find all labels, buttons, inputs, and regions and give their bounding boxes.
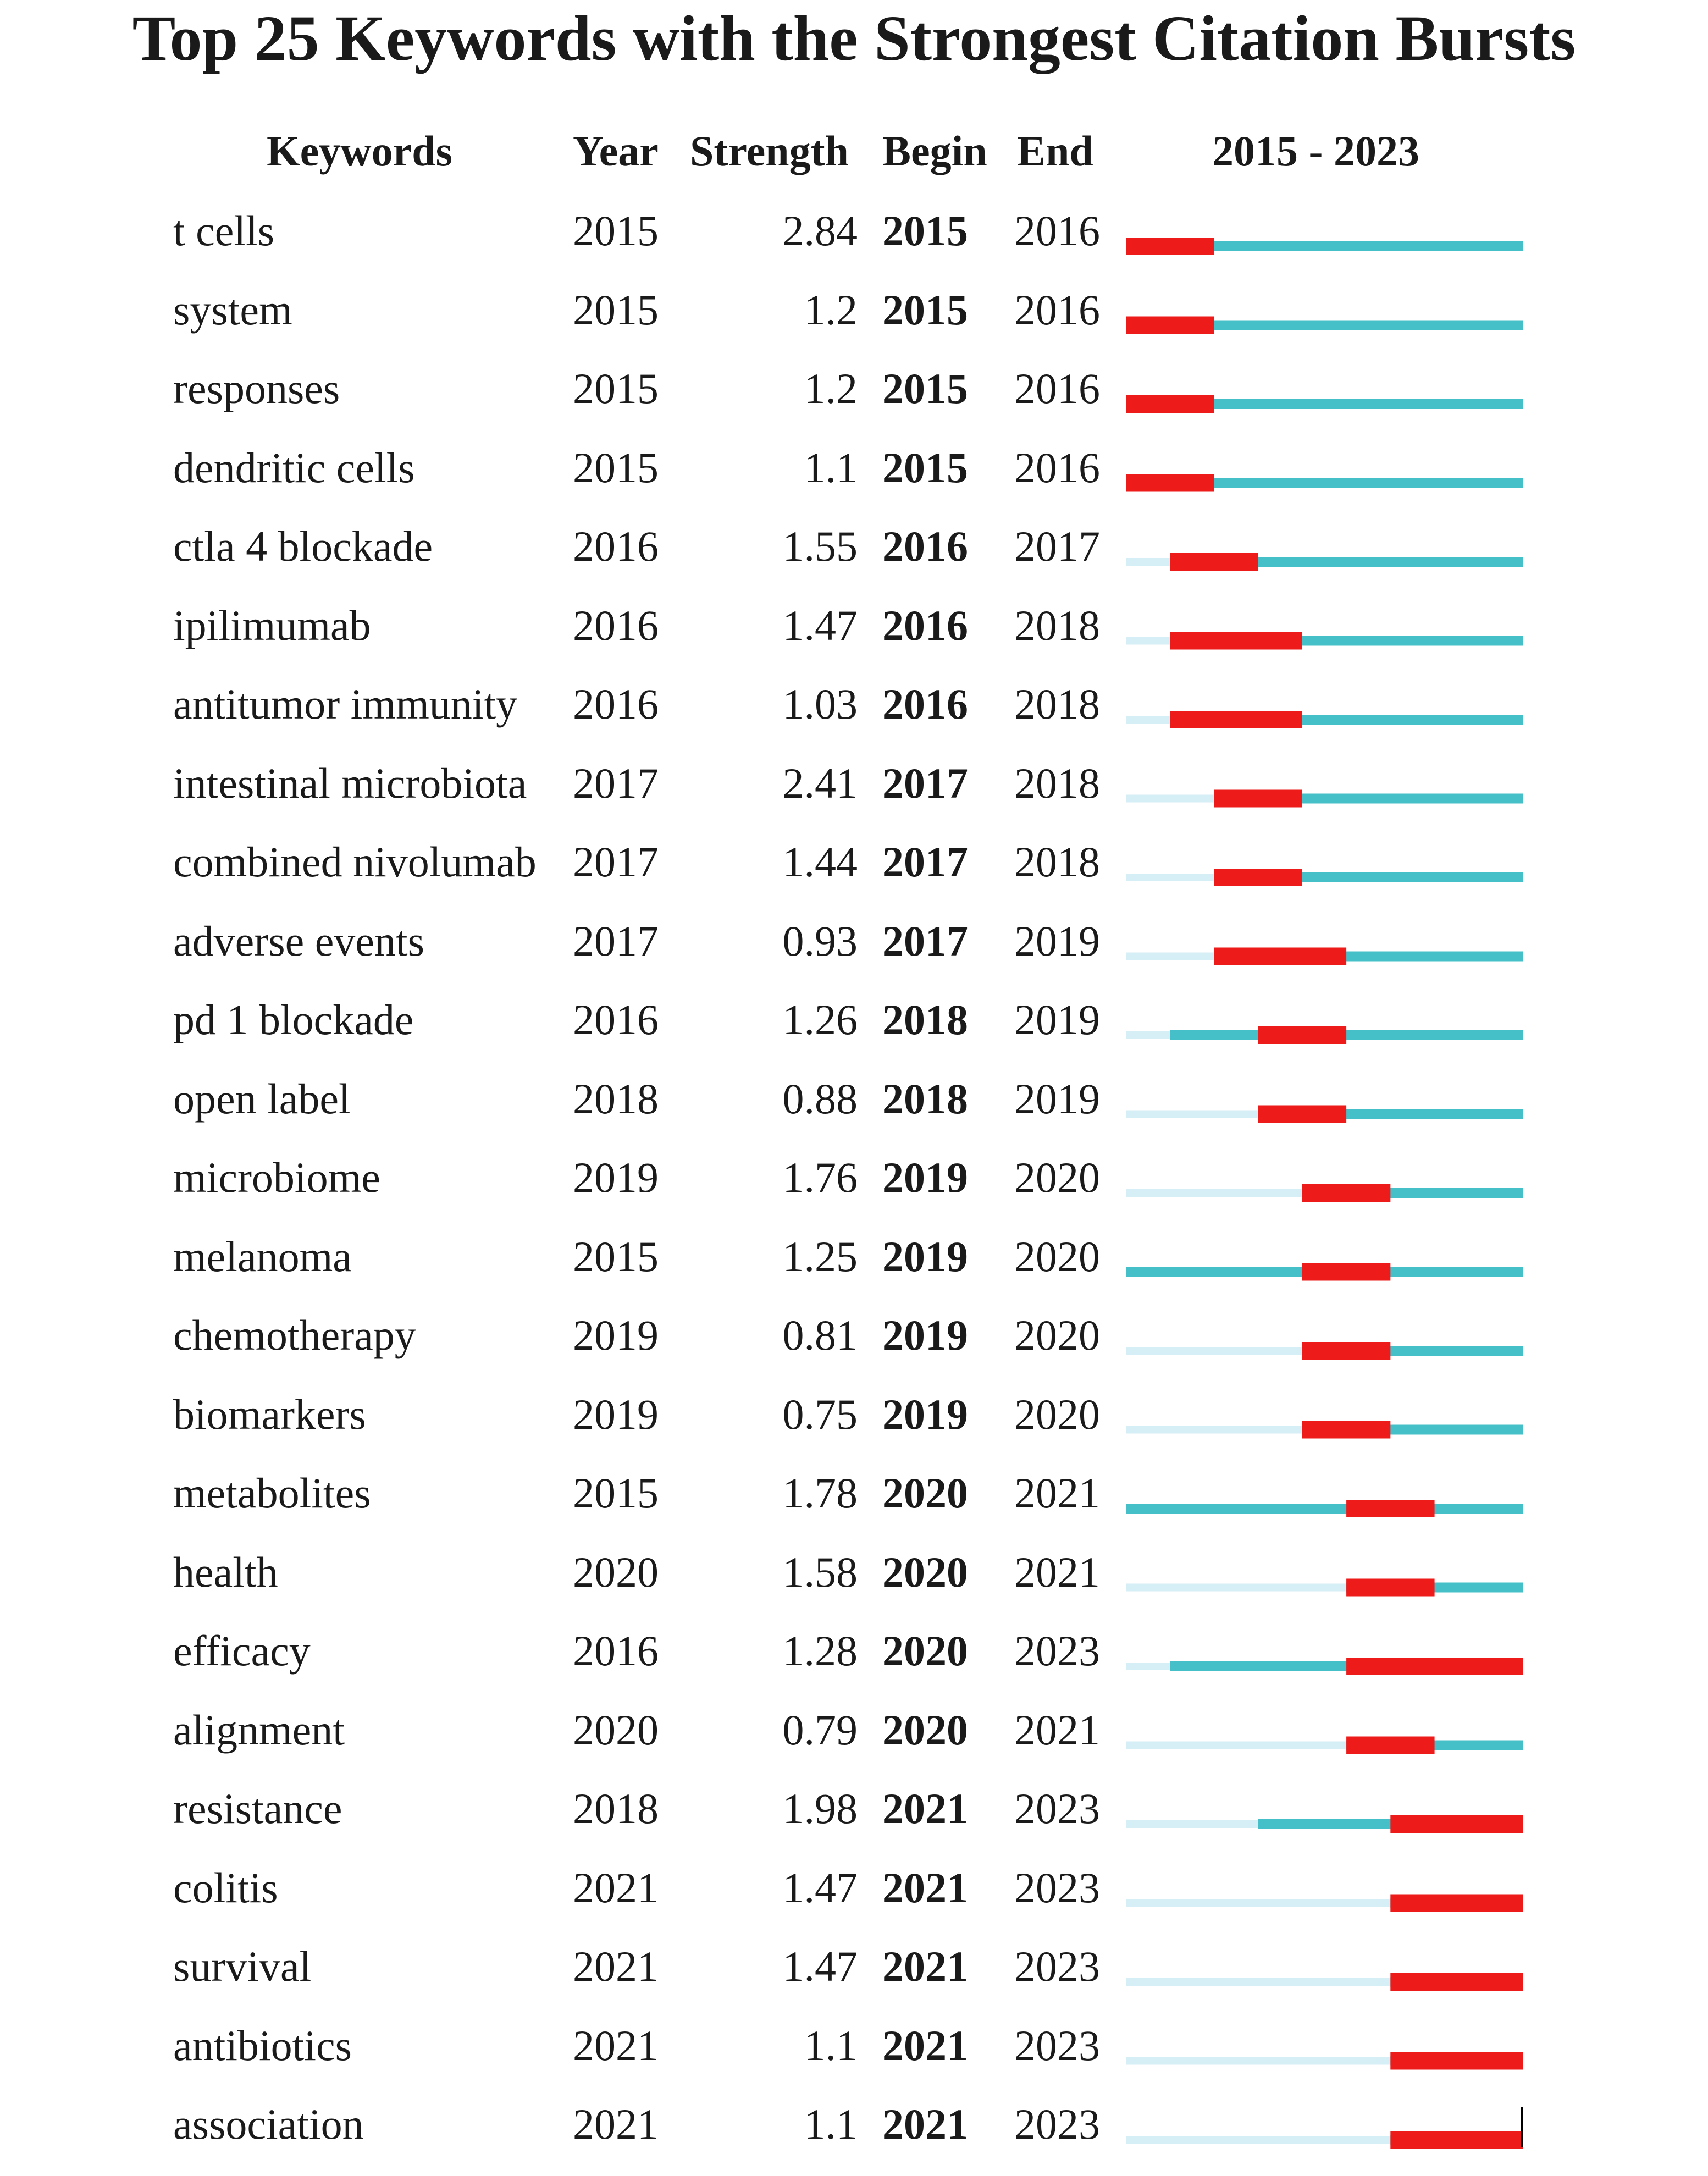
keyword-cell: t cells	[173, 207, 275, 255]
burst-bar	[1390, 1895, 1523, 1912]
begin-cell: 2021	[882, 2100, 968, 2148]
strength-cell: 1.1	[804, 443, 858, 491]
burst-bar	[1214, 790, 1302, 808]
strength-cell: 0.81	[782, 1311, 858, 1359]
strength-cell: 1.1	[804, 2021, 858, 2069]
year-cell: 2017	[573, 759, 659, 807]
burst-bar	[1258, 1106, 1346, 1123]
burst-bar	[1170, 711, 1302, 728]
end-cell: 2021	[1014, 1548, 1100, 1596]
begin-cell: 2020	[882, 1469, 968, 1517]
strength-cell: 1.47	[782, 601, 858, 649]
begin-cell: 2021	[882, 1942, 968, 1990]
year-cell: 2018	[573, 1785, 659, 1832]
end-cell: 2016	[1014, 207, 1100, 255]
keyword-cell: efficacy	[173, 1627, 311, 1675]
keyword-cell: survival	[173, 1942, 312, 1990]
begin-cell: 2015	[882, 285, 968, 334]
timeline-pre-segment	[1126, 1584, 1346, 1592]
timeline-pre-segment	[1126, 716, 1170, 724]
strength-cell: 1.2	[804, 364, 858, 412]
strength-cell: 0.75	[782, 1390, 858, 1438]
strength-cell: 1.25	[782, 1232, 858, 1280]
begin-cell: 2016	[882, 680, 968, 728]
burst-bar	[1302, 1421, 1390, 1439]
end-cell: 2023	[1014, 1785, 1100, 1832]
burst-bar	[1258, 1026, 1346, 1044]
keyword-cell: melanoma	[173, 1232, 352, 1280]
end-cell: 2019	[1014, 1074, 1100, 1123]
end-cell: 2020	[1014, 1390, 1100, 1438]
header-keywords: Keywords	[267, 127, 452, 175]
keyword-cell: dendritic cells	[173, 443, 415, 491]
begin-cell: 2020	[882, 1548, 968, 1596]
burst-bar	[1346, 1579, 1434, 1597]
keyword-cell: adverse events	[173, 916, 424, 965]
end-cell: 2016	[1014, 285, 1100, 334]
end-cell: 2016	[1014, 364, 1100, 412]
keyword-cell: association	[173, 2100, 364, 2148]
year-cell: 2015	[573, 364, 659, 412]
end-cell: 2016	[1014, 443, 1100, 491]
keyword-cell: metabolites	[173, 1469, 371, 1517]
header-timeline: 2015 - 2023	[1212, 127, 1419, 175]
burst-bar	[1302, 1263, 1390, 1281]
burst-bar	[1170, 632, 1302, 650]
keyword-cell: colitis	[173, 1863, 278, 1912]
year-cell: 2018	[573, 1074, 659, 1123]
year-cell: 2019	[573, 1311, 659, 1359]
strength-cell: 0.79	[782, 1705, 858, 1754]
begin-cell: 2021	[882, 1863, 968, 1912]
end-cell: 2023	[1014, 1627, 1100, 1675]
strength-cell: 1.2	[804, 285, 858, 334]
year-cell: 2015	[573, 1232, 659, 1280]
timeline-pre-segment	[1126, 1347, 1302, 1355]
timeline-pre-segment	[1126, 2057, 1390, 2065]
strength-cell: 0.93	[782, 916, 858, 965]
year-cell: 2015	[573, 1469, 659, 1517]
year-cell: 2016	[573, 601, 659, 649]
begin-cell: 2017	[882, 838, 968, 886]
keyword-cell: antibiotics	[173, 2021, 352, 2069]
year-cell: 2021	[573, 1942, 659, 1990]
year-cell: 2015	[573, 285, 659, 334]
strength-cell: 1.55	[782, 522, 858, 570]
timeline-pre-segment	[1126, 1426, 1302, 1434]
begin-cell: 2015	[882, 207, 968, 255]
keyword-cell: microbiome	[173, 1153, 380, 1201]
year-cell: 2015	[573, 443, 659, 491]
keyword-cell: alignment	[173, 1705, 345, 1754]
end-cell: 2021	[1014, 1705, 1100, 1754]
timeline-pre-segment	[1126, 1663, 1170, 1670]
timeline-pre-segment	[1126, 1899, 1390, 1907]
burst-bar	[1390, 2052, 1523, 2070]
end-cell: 2019	[1014, 996, 1100, 1043]
year-cell: 2017	[573, 838, 659, 886]
year-cell: 2015	[573, 207, 659, 255]
begin-cell: 2019	[882, 1390, 968, 1438]
timeline-pre-segment	[1126, 1111, 1258, 1118]
begin-cell: 2018	[882, 1074, 968, 1123]
keyword-cell: combined nivolumab	[173, 838, 537, 886]
end-cell: 2023	[1014, 2021, 1100, 2069]
end-cell: 2018	[1014, 601, 1100, 649]
timeline-pre-segment	[1126, 1031, 1170, 1039]
keyword-cell: responses	[173, 364, 340, 412]
begin-cell: 2020	[882, 1627, 968, 1675]
year-cell: 2016	[573, 522, 659, 570]
year-cell: 2019	[573, 1153, 659, 1201]
burst-bar	[1346, 1500, 1434, 1517]
strength-cell: 1.28	[782, 1627, 858, 1675]
begin-cell: 2016	[882, 601, 968, 649]
strength-cell: 1.58	[782, 1548, 858, 1596]
keyword-cell: pd 1 blockade	[173, 996, 414, 1043]
timeline-pre-segment	[1126, 953, 1214, 960]
end-cell: 2023	[1014, 1863, 1100, 1912]
keyword-cell: intestinal microbiota	[173, 759, 527, 807]
timeline-pre-segment	[1126, 2136, 1390, 2144]
begin-cell: 2016	[882, 522, 968, 570]
strength-cell: 1.44	[782, 838, 858, 886]
begin-cell: 2017	[882, 916, 968, 965]
begin-cell: 2018	[882, 996, 968, 1043]
header-begin: Begin	[882, 127, 987, 175]
keyword-cell: antitumor immunity	[173, 680, 518, 728]
burst-bar	[1214, 948, 1346, 965]
end-cell: 2018	[1014, 759, 1100, 807]
end-cell: 2020	[1014, 1311, 1100, 1359]
begin-cell: 2015	[882, 364, 968, 412]
burst-bar	[1214, 869, 1302, 886]
strength-cell: 2.84	[782, 207, 858, 255]
burst-bar	[1170, 553, 1258, 571]
keyword-cell: ipilimumab	[173, 601, 371, 649]
burst-bar	[1302, 1342, 1390, 1360]
end-cell: 2020	[1014, 1232, 1100, 1280]
keyword-cell: ctla 4 blockade	[173, 522, 433, 570]
burst-bar	[1302, 1184, 1390, 1202]
keyword-cell: system	[173, 285, 292, 334]
strength-cell: 0.88	[782, 1074, 858, 1123]
keyword-cell: resistance	[173, 1785, 342, 1832]
strength-cell: 1.1	[804, 2100, 858, 2148]
header-year: Year	[573, 127, 659, 175]
timeline-pre-segment	[1126, 795, 1214, 803]
burst-bar	[1346, 1658, 1523, 1675]
end-cell: 2023	[1014, 2100, 1100, 2148]
begin-cell: 2019	[882, 1232, 968, 1280]
timeline-pre-segment	[1126, 637, 1170, 645]
keyword-cell: biomarkers	[173, 1390, 366, 1438]
year-cell: 2021	[573, 1863, 659, 1912]
burst-bar	[1346, 1737, 1434, 1754]
burst-bar	[1126, 474, 1214, 492]
end-cell: 2021	[1014, 1469, 1100, 1517]
year-cell: 2017	[573, 916, 659, 965]
burst-bar	[1390, 1973, 1523, 1991]
header-end: End	[1017, 127, 1093, 175]
end-cell: 2017	[1014, 522, 1100, 570]
burst-bar	[1390, 1815, 1523, 1833]
timeline-pre-segment	[1126, 1189, 1302, 1197]
begin-cell: 2019	[882, 1311, 968, 1359]
begin-cell: 2017	[882, 759, 968, 807]
end-cell: 2023	[1014, 1942, 1100, 1990]
year-cell: 2020	[573, 1705, 659, 1754]
strength-cell: 1.26	[782, 996, 858, 1043]
timeline-pre-segment	[1126, 1820, 1258, 1828]
begin-cell: 2021	[882, 1785, 968, 1832]
burst-bar	[1126, 238, 1214, 255]
strength-cell: 1.47	[782, 1863, 858, 1912]
strength-cell: 1.03	[782, 680, 858, 728]
strength-cell: 1.47	[782, 1942, 858, 1990]
begin-cell: 2015	[882, 443, 968, 491]
strength-cell: 1.98	[782, 1785, 858, 1832]
timeline-pre-segment	[1126, 1742, 1346, 1749]
year-cell: 2016	[573, 680, 659, 728]
end-cell: 2018	[1014, 838, 1100, 886]
timeline-pre-segment	[1126, 1978, 1390, 1986]
header-strength: Strength	[690, 127, 849, 175]
year-cell: 2016	[573, 1627, 659, 1675]
end-cell: 2018	[1014, 680, 1100, 728]
year-cell: 2021	[573, 2100, 659, 2148]
keyword-cell: open label	[173, 1074, 351, 1123]
end-cell: 2019	[1014, 916, 1100, 965]
burst-bar	[1390, 2131, 1523, 2149]
timeline-pre-segment	[1126, 874, 1214, 881]
end-cell: 2020	[1014, 1153, 1100, 1201]
year-cell: 2021	[573, 2021, 659, 2069]
strength-cell: 1.76	[782, 1153, 858, 1201]
timeline-active-segment	[1126, 1504, 1523, 1514]
year-cell: 2016	[573, 996, 659, 1043]
timeline-pre-segment	[1126, 558, 1170, 566]
begin-cell: 2021	[882, 2021, 968, 2069]
begin-cell: 2020	[882, 1705, 968, 1754]
burst-bar	[1126, 395, 1214, 413]
keyword-cell: chemotherapy	[173, 1311, 416, 1359]
begin-cell: 2019	[882, 1153, 968, 1201]
year-cell: 2019	[573, 1390, 659, 1438]
keyword-cell: health	[173, 1548, 278, 1596]
strength-cell: 2.41	[782, 759, 858, 807]
strength-cell: 1.78	[782, 1469, 858, 1517]
page-title: Top 25 Keywords with the Strongest Citation Bursts	[132, 2, 1576, 74]
year-cell: 2020	[573, 1548, 659, 1596]
burst-bar	[1126, 317, 1214, 334]
